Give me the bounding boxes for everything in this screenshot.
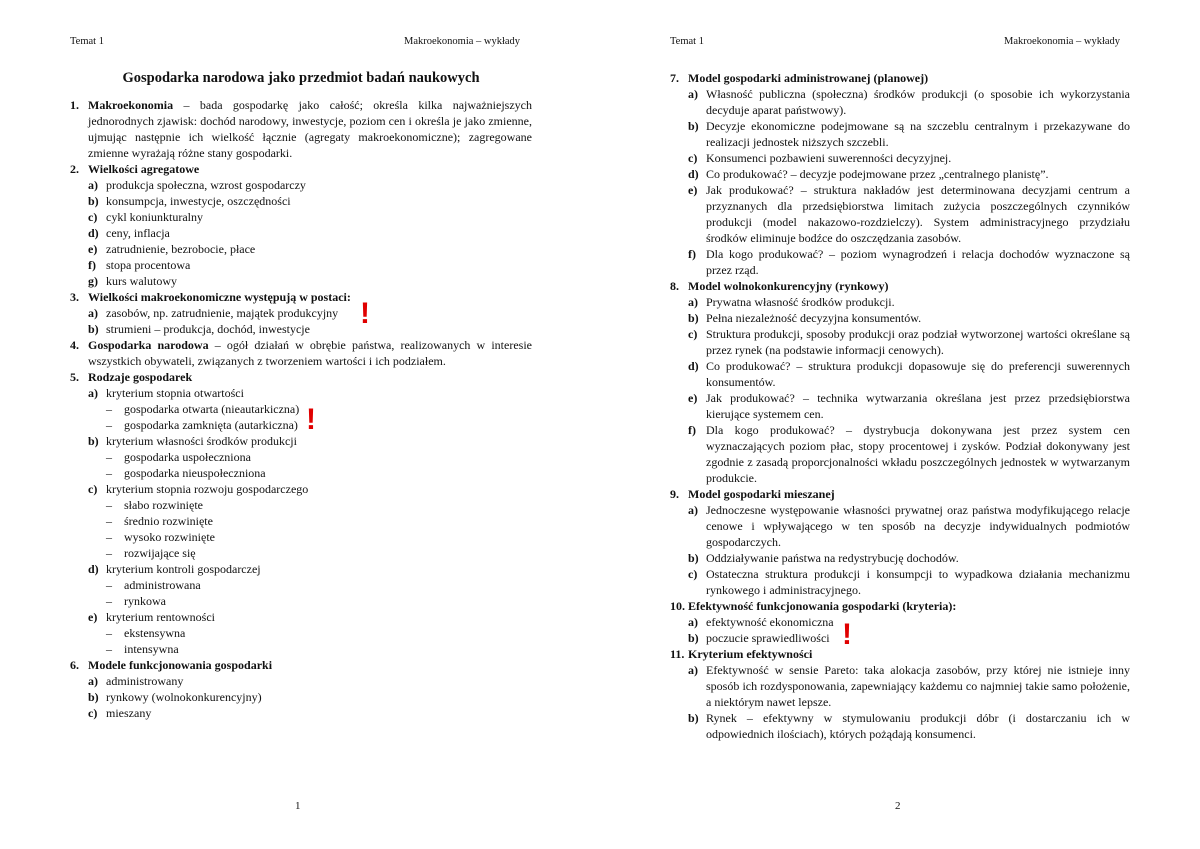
section-heading xyxy=(670,70,1130,86)
sub-list xyxy=(106,625,532,657)
section-title: Modele funkcjonowania gospodarki xyxy=(88,658,273,672)
item-list xyxy=(688,294,1130,486)
section-number: 7. xyxy=(670,71,679,85)
section-number: 4. xyxy=(70,338,79,352)
item-label: a) xyxy=(88,674,98,688)
section-title: Wielkości agregatowe xyxy=(88,162,200,176)
item-text: poczucie sprawiedliwości xyxy=(706,631,830,645)
list-item xyxy=(88,177,532,193)
section-heading xyxy=(670,486,1130,502)
section-number: 5. xyxy=(70,370,79,384)
dash-bullet: – xyxy=(106,594,112,608)
item-text: Rynek – efektywny w stymulowaniu produkcji dóbr (i dostarczaniu ich w odpowiednich ilościach), których pożądają konsumenci. xyxy=(706,711,1130,741)
item-label: f) xyxy=(688,423,696,437)
list-item xyxy=(688,294,1130,310)
item-text: Oddziaływanie państwa na redystrybucję dochodów. xyxy=(706,551,959,565)
list-item xyxy=(88,193,532,209)
item-label: b) xyxy=(688,119,699,133)
header-right: Makroekonomia – wykłady xyxy=(404,36,521,47)
list-item xyxy=(88,209,532,225)
list-item xyxy=(688,310,1130,326)
item-label: a) xyxy=(88,306,98,320)
item-text: strumieni – produkcja, dochód, inwestycje xyxy=(106,322,310,336)
dash-bullet: – xyxy=(106,546,112,560)
item-text: zasobów, np. zatrudnienie, majątek produkcyjny xyxy=(106,306,339,320)
section-title: Efektywność funkcjonowania gospodarki (kryteria): xyxy=(688,599,957,613)
item-label: c) xyxy=(88,706,98,720)
sub-item-text: gospodarka uspołeczniona xyxy=(124,450,251,464)
sub-item xyxy=(106,529,532,545)
section xyxy=(70,337,532,369)
section-text: – bada gospodarkę jako całość; określa kilka najważniejszych jednorodnych zjawisk: dochód narodowy, inwestycje, poziom cen i określa je jako zmienne, ujmując następnie ich wielkość łącznie (agregaty makroekonomiczne); zagregowane zmienne wyrażają różne stany gospodarki. xyxy=(88,98,532,160)
list-item xyxy=(688,710,1130,742)
item-list xyxy=(88,673,532,721)
list-item xyxy=(688,502,1130,550)
list-item xyxy=(88,609,532,625)
item-text: Prywatna własność środków produkcji. xyxy=(706,295,895,309)
item-label: f) xyxy=(688,247,696,261)
section-number: 2. xyxy=(70,162,79,176)
section-number: 3. xyxy=(70,290,79,304)
section-heading xyxy=(70,97,532,161)
item-text: mieszany xyxy=(106,706,152,720)
dash-bullet: – xyxy=(106,530,112,544)
section-heading xyxy=(70,657,532,673)
item-text: ceny, inflacja xyxy=(106,226,170,240)
section-title: Wielkości makroekonomiczne występują w postaci: xyxy=(88,290,351,304)
page-title: Gospodarka narodowa jako przedmiot badań naukowych xyxy=(122,70,480,86)
section-heading xyxy=(70,289,532,305)
page-number: 1 xyxy=(295,800,301,812)
header-left: Temat 1 xyxy=(670,36,704,47)
section-title: Model wolnokonkurencyjny (rynkowy) xyxy=(688,279,889,293)
item-text: administrowany xyxy=(106,674,184,688)
list-item xyxy=(88,385,532,401)
dash-bullet: – xyxy=(106,450,112,464)
item-text: Jak produkować? – struktura nakładów jest determinowana decyzjami centrum a przyznanych dla przedsiębiorstwa limitach zużycia poszczególnych czynników produkcji (model nakazowo-rozdzielczy). System administracyjnego przydziału środków eliminuje bodźce do oszczędzania zasobów. xyxy=(706,183,1130,245)
item-label: d) xyxy=(88,562,99,576)
dash-bullet: – xyxy=(106,466,112,480)
item-label: d) xyxy=(688,359,699,373)
list-item xyxy=(688,566,1130,598)
item-text: Pełna niezależność decyzyjna konsumentów. xyxy=(706,311,922,325)
sub-item xyxy=(106,497,532,513)
sub-list xyxy=(106,401,532,436)
sub-item-text: gospodarka otwarta (nieautarkiczna) xyxy=(124,402,300,416)
sub-item xyxy=(106,465,532,481)
section xyxy=(670,486,1130,598)
item-label: b) xyxy=(88,434,99,448)
item-label: b) xyxy=(688,311,699,325)
list-item xyxy=(688,630,1130,646)
right-sections xyxy=(670,70,1130,742)
item-text: Co produkować? – struktura produkcji dopasowuje się do preferencji suwerennych konsumentów. xyxy=(706,359,1130,389)
dash-bullet: – xyxy=(106,642,112,656)
section xyxy=(670,646,1130,742)
section-title: Makroekonomia xyxy=(88,98,174,112)
dash-bullet: – xyxy=(106,402,112,416)
section-heading xyxy=(70,337,532,369)
item-text: Struktura produkcji, sposoby produkcji oraz podział wytworzonej wartości określane są przez rynek (na podstawie informacji cenowych). xyxy=(706,327,1130,357)
sub-list xyxy=(106,449,532,481)
list-item xyxy=(688,550,1130,566)
sub-item xyxy=(106,577,532,593)
item-label: c) xyxy=(688,567,698,581)
dash-bullet: – xyxy=(106,418,112,432)
sub-item-text: średnio rozwinięte xyxy=(124,514,213,528)
list-item xyxy=(688,150,1130,166)
item-text: Własność publiczna (społeczna) środków produkcji (o sposobie ich wykorzystania decyduje aparat państwowy). xyxy=(706,87,1130,117)
sub-item xyxy=(106,449,532,465)
item-label: a) xyxy=(688,663,698,677)
sub-item-text: rozwijające się xyxy=(124,546,196,560)
list-item xyxy=(88,321,532,337)
list-item xyxy=(688,422,1130,486)
section-title: Kryterium efektywności xyxy=(688,647,813,661)
item-text: zatrudnienie, bezrobocie, płace xyxy=(106,242,256,256)
sub-item-text: gospodarka nieuspołeczniona xyxy=(124,466,266,480)
item-label: b) xyxy=(688,631,699,645)
item-label: e) xyxy=(88,610,98,624)
dash-bullet: – xyxy=(106,498,112,512)
sub-item-text: rynkowa xyxy=(124,594,166,608)
item-text: kryterium stopnia otwartości xyxy=(106,386,244,400)
section xyxy=(70,161,532,289)
item-text: kryterium własności środków produkcji xyxy=(106,434,297,448)
section-title: Gospodarka narodowa xyxy=(88,338,209,352)
section-title: Model gospodarki administrowanej (planowej) xyxy=(688,71,929,85)
item-label: b) xyxy=(88,194,99,208)
sub-item xyxy=(106,641,532,657)
left-sections xyxy=(70,97,532,721)
exclamation-mark: ! xyxy=(306,403,316,436)
item-text: Ostateczna struktura produkcji i konsumpcji to wypadkowa działania mechanizmu rynkowego i administracyjnego. xyxy=(706,567,1130,597)
item-label: a) xyxy=(688,615,698,629)
list-item xyxy=(688,662,1130,710)
exclamation-mark: ! xyxy=(360,297,370,330)
exclamation-mark: ! xyxy=(842,618,852,651)
section xyxy=(70,97,532,161)
list-item xyxy=(688,118,1130,150)
section-heading xyxy=(70,161,532,177)
header-right: Makroekonomia – wykłady xyxy=(1004,36,1121,47)
item-label: c) xyxy=(688,151,698,165)
item-label: e) xyxy=(688,183,698,197)
item-label: b) xyxy=(88,322,99,336)
list-item xyxy=(88,241,532,257)
sub-item-text: administrowana xyxy=(124,578,201,592)
item-text: Jednoczesne występowanie własności prywatnej oraz państwa modyfikującego relacje cenowe i wpływającego w ten sposób na decyzje indywidualnych podmiotów gospodarczych. xyxy=(706,503,1130,549)
sub-item xyxy=(106,625,532,641)
sub-item-text: słabo rozwinięte xyxy=(124,498,203,512)
sub-list xyxy=(106,577,532,609)
item-label: f) xyxy=(88,258,96,272)
item-text: Dla kogo produkować? – dystrybucja dokonywana jest przez system cen wyznaczających poziom płac, stopy procentowej i zysków. Podział dokonywany jest zgodnie z zasadą proporcjonalności wkładu poszczególnych jednostek w wytwarzanym produkcie. xyxy=(706,423,1130,485)
section-number: 8. xyxy=(670,279,679,293)
list-item xyxy=(88,225,532,241)
list-item xyxy=(688,166,1130,182)
list-item xyxy=(688,614,1130,630)
list-item xyxy=(88,257,532,273)
section-text: – ogół działań w obrębie państwa, realizowanych w interesie wszystkich obywateli, związanych z tworzeniem wartości i ich podziałem. xyxy=(88,338,532,368)
item-text: produkcja społeczna, wzrost gospodarczy xyxy=(106,178,306,192)
section-number: 9. xyxy=(670,487,679,501)
list-item xyxy=(88,561,532,577)
item-text: Dla kogo produkować? – poziom wynagrodzeń i relacja dochodów wyznaczone są przez rząd. xyxy=(706,247,1130,277)
left-content xyxy=(70,70,532,721)
item-text: kryterium kontroli gospodarczej xyxy=(106,562,261,576)
sub-item-text: ekstensywna xyxy=(124,626,186,640)
section-number: 1. xyxy=(70,98,79,112)
list-item xyxy=(88,481,532,497)
sub-item-text: wysoko rozwinięte xyxy=(124,530,215,544)
item-text: Jak produkować? – technika wytwarzania określana jest przez przedsiębiorstwa kierujące systemem cen. xyxy=(706,391,1130,421)
list-item xyxy=(688,86,1130,118)
sub-item xyxy=(106,401,532,417)
sub-item xyxy=(106,593,532,609)
list-item xyxy=(88,689,532,705)
item-label: e) xyxy=(88,242,98,256)
page-number: 2 xyxy=(895,800,901,812)
item-label: c) xyxy=(88,210,98,224)
item-label: c) xyxy=(688,327,698,341)
item-label: c) xyxy=(88,482,98,496)
item-text: efektywność ekonomiczna xyxy=(706,615,834,629)
list-item xyxy=(688,326,1130,358)
item-label: a) xyxy=(88,178,98,192)
header-left: Temat 1 xyxy=(70,36,104,47)
sub-item xyxy=(106,545,532,561)
section-heading xyxy=(70,369,532,385)
item-text: kryterium stopnia rozwoju gospodarczego xyxy=(106,482,309,496)
item-text: rynkowy (wolnokonkurencyjny) xyxy=(106,690,262,704)
item-label: a) xyxy=(688,87,698,101)
item-text: Co produkować? – decyzje podejmowane przez „centralnego planistę”. xyxy=(706,167,1049,181)
item-label: b) xyxy=(688,551,699,565)
item-list xyxy=(688,502,1130,598)
list-item xyxy=(688,358,1130,390)
sub-item xyxy=(106,513,532,529)
item-label: d) xyxy=(88,226,99,240)
sub-list xyxy=(106,497,532,561)
item-label: g) xyxy=(88,274,98,288)
dash-bullet: – xyxy=(106,626,112,640)
section xyxy=(670,278,1130,486)
item-text: kurs walutowy xyxy=(106,274,177,288)
section xyxy=(670,70,1130,278)
list-item xyxy=(88,273,532,289)
list-item xyxy=(688,246,1130,278)
sub-item-text: gospodarka zamknięta (autarkiczna) xyxy=(124,418,298,432)
item-label: a) xyxy=(688,503,698,517)
item-list xyxy=(688,614,1130,646)
section-heading xyxy=(670,646,1130,662)
item-list xyxy=(88,177,532,289)
section-heading xyxy=(670,598,1130,614)
sub-item xyxy=(106,417,532,433)
section xyxy=(70,289,532,337)
list-item xyxy=(688,390,1130,422)
item-label: a) xyxy=(88,386,98,400)
page-right xyxy=(600,0,1200,849)
item-text: cykl koniunkturalny xyxy=(106,210,203,224)
section-heading xyxy=(670,278,1130,294)
item-text: Decyzje ekonomiczne podejmowane są na szczeblu centralnym i przekazywane do realizacji jednostek niższych szczebli. xyxy=(706,119,1130,149)
item-text: konsumpcja, inwestycje, oszczędności xyxy=(106,194,291,208)
list-item xyxy=(88,673,532,689)
item-label: a) xyxy=(688,295,698,309)
list-item xyxy=(88,305,532,321)
item-text: Efektywność w sensie Pareto: taka alokacja zasobów, przy której nie istnieje inny sposób ich rozdysponowania, zapewniający każdemu co najmniej takie samo położenie, a niektórym nawet lepsze. xyxy=(706,663,1130,709)
item-list xyxy=(688,86,1130,278)
section xyxy=(70,657,532,721)
item-list xyxy=(688,662,1130,742)
item-text: Konsumenci pozbawieni suwerenności decyzyjnej. xyxy=(706,151,952,165)
section-title: Rodzaje gospodarek xyxy=(88,370,193,384)
item-label: b) xyxy=(88,690,99,704)
section-title: Model gospodarki mieszanej xyxy=(688,487,835,501)
list-item xyxy=(688,182,1130,246)
right-content xyxy=(670,70,1130,742)
section-number: 11. xyxy=(670,647,685,661)
section-number: 10. xyxy=(670,599,685,613)
section xyxy=(70,369,532,657)
section xyxy=(670,598,1130,646)
dash-bullet: – xyxy=(106,514,112,528)
item-label: b) xyxy=(688,711,699,725)
item-label: d) xyxy=(688,167,699,181)
item-label: e) xyxy=(688,391,698,405)
sub-item-text: intensywna xyxy=(124,642,179,656)
list-item xyxy=(88,705,532,721)
item-text: stopa procentowa xyxy=(106,258,191,272)
section-number: 6. xyxy=(70,658,79,672)
item-text: kryterium rentowności xyxy=(106,610,215,624)
item-list xyxy=(88,305,532,337)
dash-bullet: – xyxy=(106,578,112,592)
